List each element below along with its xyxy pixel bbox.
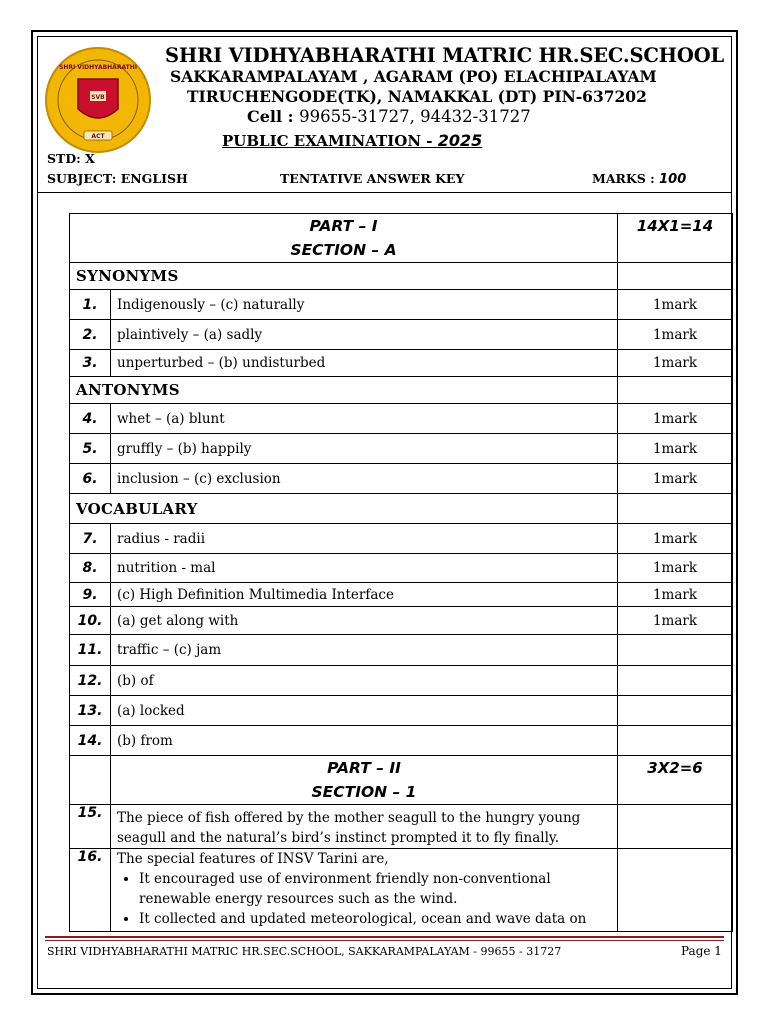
group-row-vocabulary [70,494,733,524]
question-number: 2. [70,320,111,350]
table-row [70,404,733,434]
answer-text: unperturbed – (b) undisturbed [111,350,618,377]
answer-text: (a) get along with [111,607,618,635]
part1-title: PART – I [309,217,378,235]
school-address-line2: TIRUCHENGODE(TK), NAMAKKAL (DT) PIN-637202 [187,87,647,106]
question-number: 3. [70,350,111,377]
logo-center-text: SVB [91,94,105,101]
question-number: 11. [70,635,111,666]
mark-value [618,726,733,756]
question-number: 12. [70,666,111,696]
exam-label: PUBLIC EXAMINATION - [222,132,438,150]
phone-numbers: 99655-31727, 94432-31727 [299,107,531,126]
answer-text [111,805,618,849]
footer-divider-thin [45,940,724,941]
answer-text: inclusion – (c) exclusion [111,464,618,494]
marks-value: 100 [659,172,687,187]
table-row [70,554,733,583]
part2-title: PART – II [327,759,401,777]
question-number: 8. [70,554,111,583]
group-antonyms: ANTONYMS [70,377,618,404]
part2-score: 3X2=6 [618,756,733,805]
table-row [70,583,733,607]
q16-intro: The special features of INSV Tarini are, [117,851,389,867]
answer-text [111,849,618,932]
question-number: 6. [70,464,111,494]
table-row [70,607,733,635]
phone-label: Cell : [247,107,294,126]
part2-section: SECTION – 1 [311,783,417,801]
part2-header-row [70,756,733,805]
subject-label: SUBJECT: ENGLISH [47,171,188,186]
mark-value: 1mark [618,464,733,494]
mark-value [618,696,733,726]
school-logo [44,47,152,153]
answer-text: (b) from [111,726,618,756]
part2-heading [111,756,618,805]
answer-text: radius - radii [111,524,618,554]
mark-value [618,666,733,696]
list-item: • It encouraged use of environment friendly non-conventional renewable energy resources such as the wind. [139,869,611,909]
q16-bullet-list [117,869,611,929]
logo-top-text: SHRI VIDHYABHARATHI [59,64,137,71]
logo-bottom-text: ACT [91,133,105,140]
table-row [70,524,733,554]
part1-heading [70,214,618,263]
answer-text: gruffly – (b) happily [111,434,618,464]
mark-value: 1mark [618,524,733,554]
table-row [70,805,733,849]
question-number: 13. [70,696,111,726]
table-row [70,350,733,377]
answer-text: Indigenously – (c) naturally [111,290,618,320]
answer-key-table [69,213,733,932]
question-number: 14. [70,726,111,756]
mark-value: 1mark [618,350,733,377]
header-divider [37,192,732,193]
answer-text: plaintively – (a) sadly [111,320,618,350]
page-number: Page 1 [681,944,722,958]
answer-text: (b) of [111,666,618,696]
answer-text: (a) locked [111,696,618,726]
group-row-antonyms [70,377,733,404]
mark-value: 1mark [618,607,733,635]
mark-value: 1mark [618,290,733,320]
question-number: 4. [70,404,111,434]
question-number: 15. [70,805,111,849]
table-row [70,696,733,726]
table-row [70,434,733,464]
mark-value: 1mark [618,434,733,464]
exam-year: 2025 [437,131,483,150]
question-number: 7. [70,524,111,554]
school-address-line1: SAKKARAMPALAYAM , AGARAM (PO) ELACHIPALAYAM [170,67,657,86]
exam-title [222,131,482,150]
question-number: 9. [70,583,111,607]
mark-value [618,635,733,666]
mark-value: 1mark [618,583,733,607]
total-marks [592,171,686,187]
marks-label: MARKS : [592,171,660,186]
table-row [70,849,733,932]
group-row-synonyms [70,263,733,290]
mark-value: 1mark [618,404,733,434]
group-synonyms: SYNONYMS [70,263,618,290]
part1-section: SECTION – A [290,241,397,259]
answer-text: whet – (a) blunt [111,404,618,434]
answer-text: (c) High Definition Multimedia Interface [111,583,618,607]
question-number: 1. [70,290,111,320]
question-number: 10. [70,607,111,635]
mark-value: 1mark [618,320,733,350]
answer-text: traffic – (c) jam [111,635,618,666]
answer-text: nutrition - mal [111,554,618,583]
footer-text: SHRI VIDHYABHARATHI MATRIC HR.SEC.SCHOOL, SAKKARAMPALAYAM - 99655 - 31727 [47,945,562,958]
table-row [70,635,733,666]
q15-answer: The piece of fish offered by the mother seagull to the hungry young seagull and the natural’s bird’s instinct prompted it to fly finally. [117,809,581,846]
question-number: 16. [70,849,111,932]
standard-label: STD: X [47,151,95,166]
school-phone [247,107,531,126]
footer-divider [45,936,724,938]
mark-value: 1mark [618,554,733,583]
list-item: • It collected and updated meteorological, ocean and wave data on [139,909,611,929]
school-name: SHRI VIDHYABHARATHI MATRIC HR.SEC.SCHOOL [165,44,724,67]
answer-key-title: TENTATIVE ANSWER KEY [280,171,465,186]
group-vocabulary: VOCABULARY [70,494,618,524]
table-row [70,726,733,756]
table-row [70,320,733,350]
table-row [70,666,733,696]
question-number: 5. [70,434,111,464]
part1-score: 14X1=14 [618,214,733,263]
part1-header-row [70,214,733,263]
table-row [70,290,733,320]
table-row [70,464,733,494]
